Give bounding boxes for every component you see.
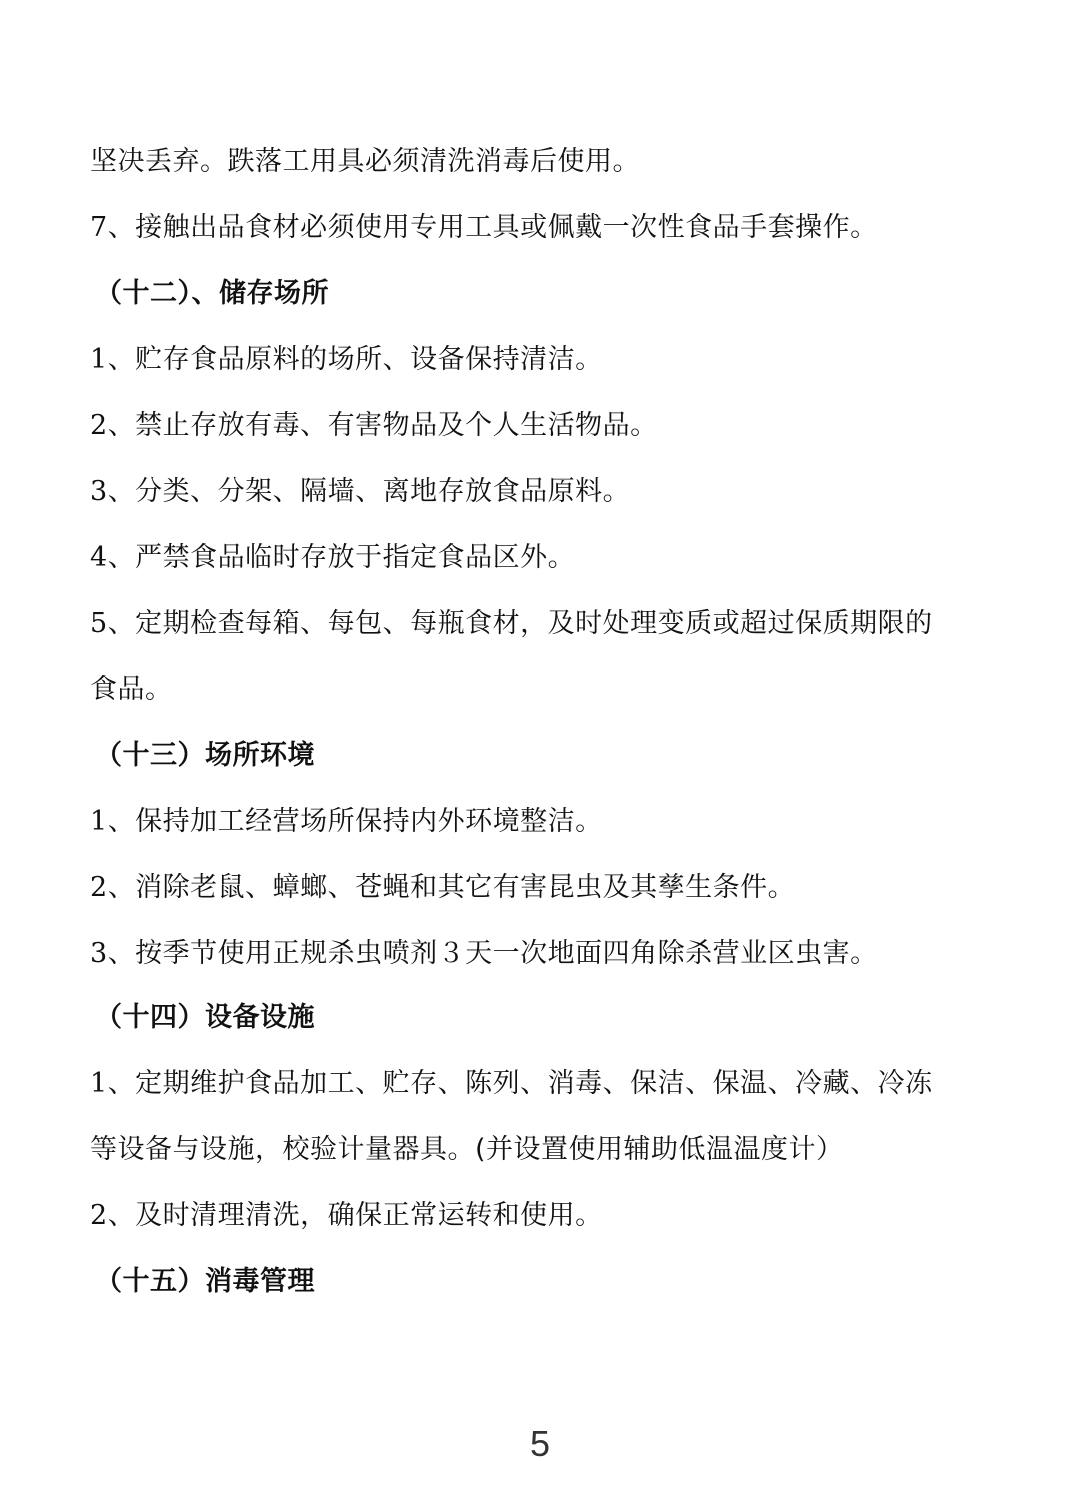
item-number: 5 — [90, 608, 108, 639]
item-text: 、按季节使用正规杀虫喷剂３天一次地面四角除杀营业区虫害。 — [107, 938, 878, 969]
list-item — [90, 340, 990, 380]
heading-text: （十二）、储存场所 — [95, 278, 329, 309]
line-text: 食品。 — [90, 674, 173, 705]
heading-text: （十三）场所环境 — [95, 740, 315, 771]
item-text: 、禁止存放有毒、有害物品及个人生活物品。 — [107, 410, 658, 441]
list-item — [90, 802, 990, 842]
paragraph-line — [90, 670, 990, 710]
list-item — [90, 868, 990, 908]
item-number: 1 — [90, 1068, 108, 1099]
list-item — [90, 1064, 990, 1104]
item-text: 、定期维护食品加工、贮存、陈列、消毒、保洁、保温、冷藏、冷冻 — [107, 1068, 933, 1099]
item-number: 2 — [90, 1200, 108, 1231]
item-text: 、分类、分架、隔墙、离地存放食品原料。 — [107, 476, 631, 507]
list-item — [90, 472, 990, 512]
item-number: 3 — [90, 476, 108, 507]
line-text: 坚决丢弃。跌落工用具必须清洗消毒后使用。 — [90, 146, 640, 177]
item-text: 、接触出品食材必须使用专用工具或佩戴一次性食品手套操作。 — [107, 212, 878, 243]
list-item — [90, 604, 990, 644]
item-text: 、保持加工经营场所保持内外环境整洁。 — [107, 806, 603, 837]
heading-text: （十四）设备设施 — [95, 1002, 315, 1033]
paragraph-line — [90, 1130, 990, 1170]
section-heading — [95, 998, 315, 1038]
item-number: 4 — [90, 542, 108, 573]
item-text: 、贮存食品原料的场所、设备保持清洁。 — [107, 344, 603, 375]
section-heading — [95, 1262, 315, 1302]
item-number: 1 — [90, 806, 108, 837]
item-text: 、消除老鼠、蟑螂、苍蝇和其它有害昆虫及其孳生条件。 — [107, 872, 796, 903]
line-text: 等设备与设施，校验计量器具。(并设置使用辅助低温温度计） — [90, 1134, 844, 1165]
item-number: 3 — [90, 938, 108, 969]
list-item — [90, 406, 990, 446]
list-item — [90, 208, 990, 248]
section-heading — [95, 274, 329, 314]
item-text: 、严禁食品临时存放于指定食品区外。 — [107, 542, 576, 573]
section-heading — [95, 736, 315, 776]
item-number: 1 — [90, 344, 108, 375]
list-item — [90, 1196, 990, 1236]
list-item — [90, 538, 990, 578]
item-number: 7 — [90, 212, 108, 243]
item-number: 2 — [90, 410, 108, 441]
item-text: 、及时清理清洗，确保正常运转和使用。 — [107, 1200, 603, 1231]
item-number: 2 — [90, 872, 108, 903]
heading-text: （十五）消毒管理 — [95, 1266, 315, 1297]
item-text: 、定期检查每箱、每包、每瓶食材，及时处理变质或超过保质期限的 — [107, 608, 933, 639]
page-number: 5 — [529, 1423, 551, 1464]
paragraph-line — [90, 142, 990, 182]
list-item — [90, 934, 990, 974]
